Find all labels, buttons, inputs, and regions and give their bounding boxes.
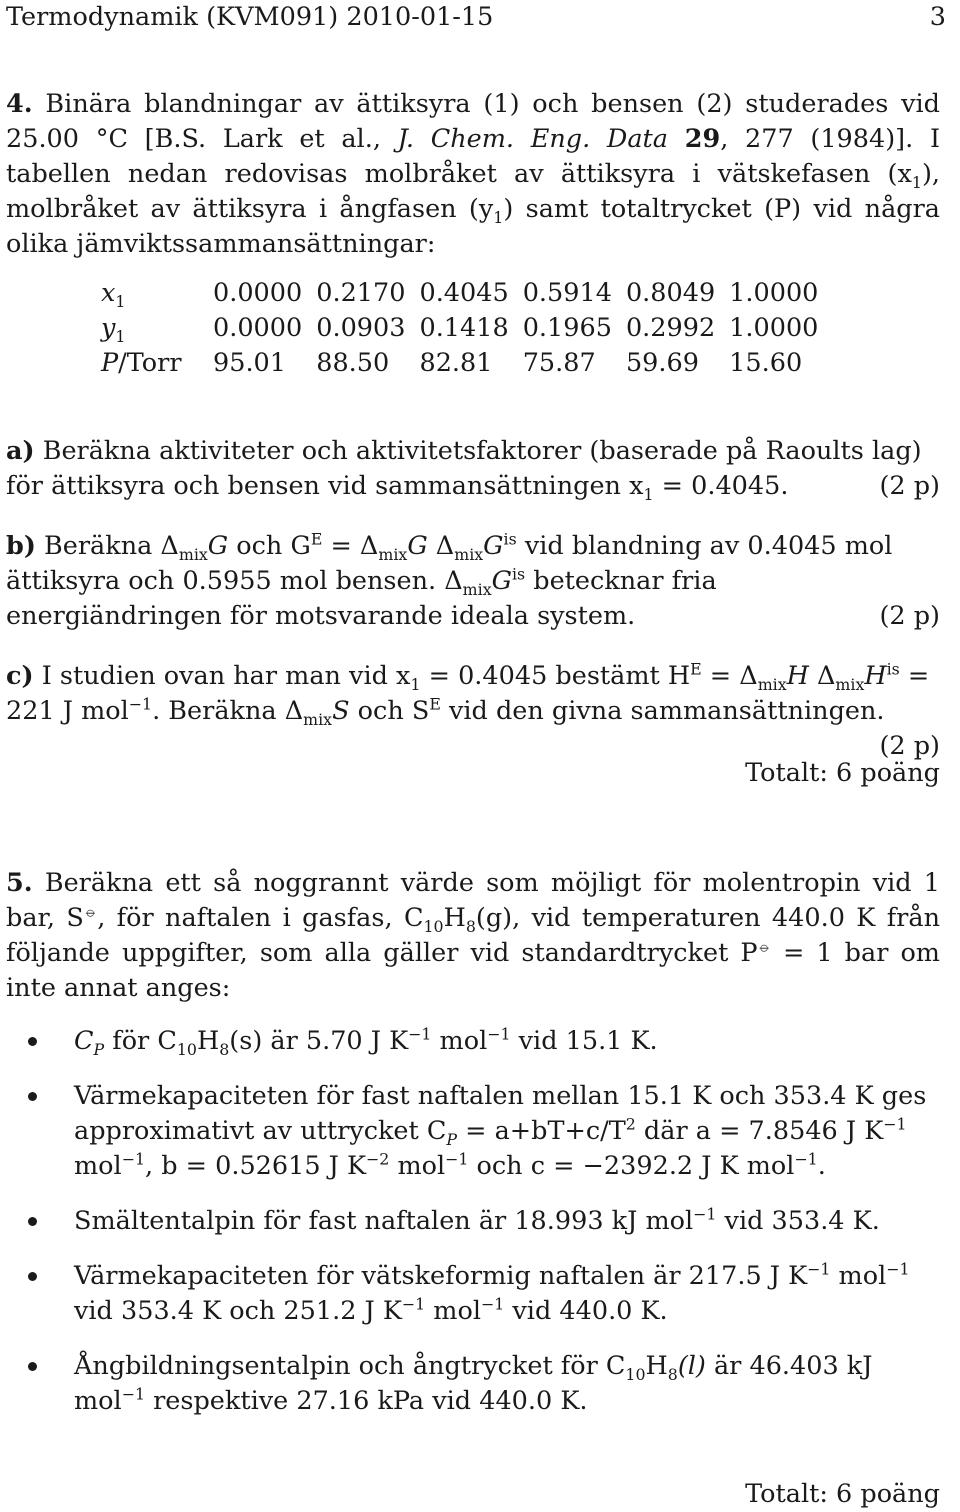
table-cell: 95.01 bbox=[213, 348, 287, 378]
table-cell: 0.8049 bbox=[625, 278, 716, 308]
journal-name: J. Chem. Eng. Data bbox=[397, 124, 668, 154]
table-cell: 0.2992 bbox=[625, 313, 716, 343]
intro-text: , 277 (1984)]. I tabellen nedan redovisas molbråket av ättiksyra i vätskefasen (x bbox=[6, 124, 941, 189]
problem-4-total: Totalt: 6 poäng bbox=[745, 758, 940, 788]
points-label: (2 p) bbox=[879, 731, 940, 761]
bullet-icon bbox=[28, 1362, 37, 1371]
subtask-marker: c) bbox=[6, 661, 34, 691]
table-cell: 1.0000 bbox=[729, 278, 819, 308]
table-cell: 0.1418 bbox=[419, 313, 509, 343]
row-label: P/Torr bbox=[101, 348, 182, 378]
intro-text: ) samt totaltrycket (P) vid några olika jämviktssammansättningar: bbox=[6, 194, 940, 259]
problem-4-intro bbox=[6, 87, 940, 262]
list-item: Ångbildningsentalpin och ångtrycket för $C_{10}H_8(l)$ är 46.403 kJ mol$^{-1}$ respektive 27.16 kPa vid 440.0 K. bbox=[6, 1349, 940, 1419]
table-cell: 59.69 bbox=[625, 348, 699, 378]
table-cell: 82.81 bbox=[419, 348, 493, 378]
given-data-list bbox=[6, 1024, 940, 1439]
points-label: (2 p) bbox=[879, 471, 940, 501]
table-row bbox=[101, 346, 832, 381]
subscript: 1 bbox=[911, 173, 922, 193]
page-header bbox=[6, 0, 946, 36]
table-cell: 0.5914 bbox=[522, 278, 612, 308]
list-item: $C_P$ för $C_{10}H_8(s)$ är 5.70 J $K^{-1}$ mol$^{-1}$ vid 15.1 K. bbox=[6, 1024, 940, 1059]
list-item: Värmekapaciteten för fast naftalen mellan 15.1 K och 353.4 K ges approximativt av uttrycket $C_P = a+bT+c/T^2$ där a = 7.8546 J $K^{-1}$ mol$^{-1}$, b = 0.52615 J $K^{-2}$ mol$^{-1}$ och c = −2392.2 J K mol$^{-1}$. bbox=[6, 1079, 940, 1184]
subscript: 1 bbox=[493, 208, 504, 228]
intro-text: ), molbråket av ättiksyra i ångfasen (y bbox=[6, 159, 940, 224]
subtask-b: b) Beräkna $\Delta_{mix}G$ och $G^E = \Delta_{mix}G$ $\Delta_{mix}G^{is}$ vid blandning av 0.4045 mol ättiksyra och 0.5955 mol bensen. $\Delta_{mix}G^{is}$ betecknar fria energiändringen för motsvarande ideala system. (2 p) bbox=[6, 529, 940, 634]
subtask-a: a) Beräkna aktiviteter och aktivitetsfaktorer (baserade på Raoults lag) för ättiksyra och bensen vid sammansättningen $x_1 = 0.4045$. (2 p) bbox=[6, 436, 940, 505]
problem-5-intro: 5. Beräkna ett så noggrannt värde som möjligt för molentropin vid 1 bar, S⦵, för naftalen i gasfas, $C_{10}H_8(g)$, vid temperaturen 440.0 K från följande uppgifter, som alla gäller vid standardtrycket P⦵ = 1 bar om inte annat anges: bbox=[6, 868, 940, 1003]
table-cell: 75.87 bbox=[522, 348, 596, 378]
page-number: 3 bbox=[929, 2, 946, 32]
table-cell: 1.0000 bbox=[729, 313, 819, 343]
table-row bbox=[101, 276, 832, 311]
table-row bbox=[101, 311, 832, 346]
problem-number: 4. bbox=[6, 89, 33, 119]
bullet-icon bbox=[28, 1037, 37, 1046]
table-cell: 0.0903 bbox=[316, 313, 406, 343]
journal-volume: 29 bbox=[684, 124, 721, 154]
bullet-icon bbox=[28, 1092, 37, 1101]
header-title: Termodynamik (KVM091) 2010-01-15 bbox=[6, 2, 494, 32]
list-item: Värmekapaciteten för vätskeformig naftalen är 217.5 J $K^{-1}$ mol$^{-1}$ vid 353.4 K och 251.2 J $K^{-1}$ mol$^{-1}$ vid 440.0 K. bbox=[6, 1259, 940, 1329]
points-label: (2 p) bbox=[879, 601, 940, 631]
list-item: Smältentalpin för fast naftalen är 18.993 kJ mol$^{-1}$ vid 353.4 K. bbox=[6, 1204, 940, 1239]
bullet-icon bbox=[28, 1272, 37, 1281]
intro-text: Binära blandningar av ättiksyra (1) och bensen (2) studerades vid 25.00 °C [B.S. Lark et al., bbox=[6, 89, 941, 154]
subtask-c: c) I studien ovan har man vid $x_1 = 0.4045$ bestämt $H^E = \Delta_{mix}H$ $\Delta_{mix}H^{is} = 221$ J mol$^{-1}$. Beräkna $\Delta_{mix}S$ och $S^E$ vid den givna sammansättningen. (2 p) bbox=[6, 659, 940, 764]
subtask-marker: b) bbox=[6, 531, 36, 561]
table-cell: 15.60 bbox=[729, 348, 803, 378]
row-label: $x_1$ bbox=[101, 278, 126, 312]
table-cell: 0.0000 bbox=[213, 313, 303, 343]
table-cell: 0.1965 bbox=[522, 313, 612, 343]
table-cell: 0.0000 bbox=[213, 278, 303, 308]
table-cell: 88.50 bbox=[316, 348, 390, 378]
bullet-icon bbox=[28, 1217, 37, 1226]
problem-number: 5. bbox=[6, 868, 33, 898]
problem-5-total: Totalt: 6 poäng bbox=[745, 1479, 940, 1509]
subtask-text: Beräkna aktiviteter och aktivitetsfaktorer (baserade på Raoults lag) för ättiksyra och bensen vid sammansättningen x bbox=[6, 436, 922, 501]
table-cell: 0.2170 bbox=[316, 278, 406, 308]
subtask-marker: a) bbox=[6, 436, 35, 466]
table-cell: 0.4045 bbox=[419, 278, 509, 308]
row-label: $y_1$ bbox=[101, 313, 126, 347]
data-table bbox=[101, 276, 832, 381]
